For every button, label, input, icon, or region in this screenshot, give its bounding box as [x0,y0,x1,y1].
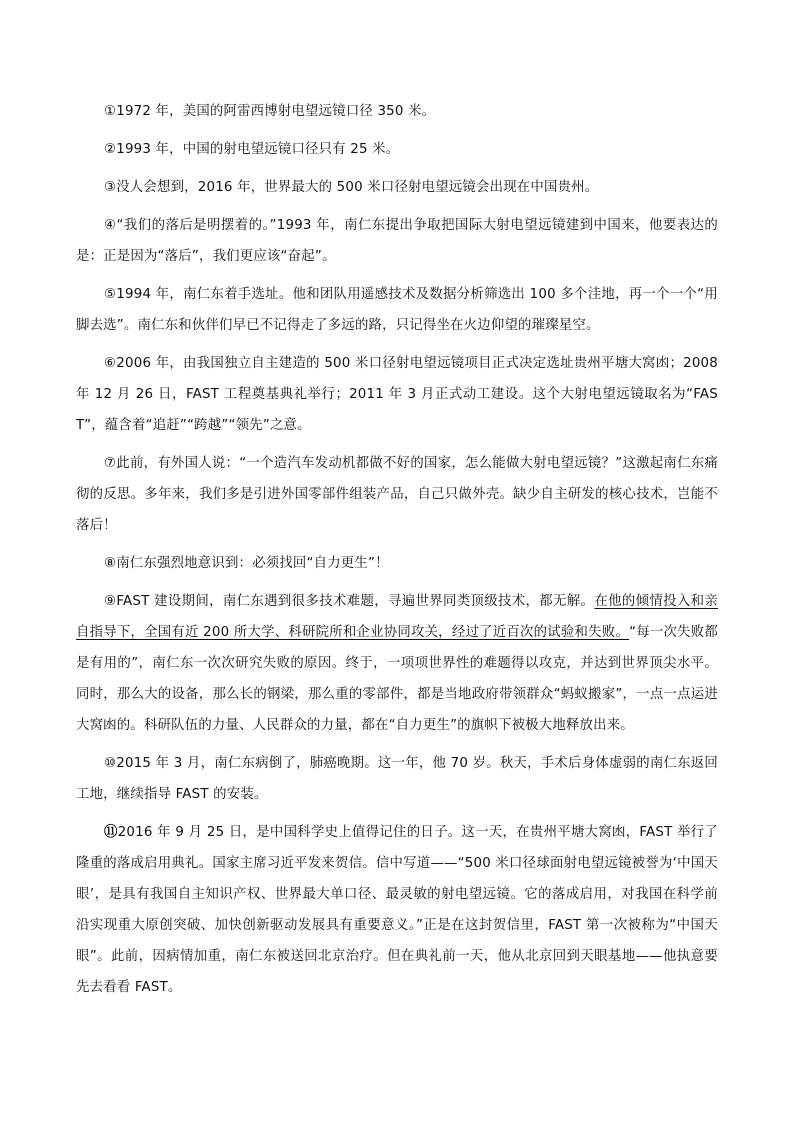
paragraph-text-continued: “每一次失败都是有用的”，南仁东一次次研究失败的原因。终于，一项项世界性的难题得以攻克，并达到世界顶尖水平。同时，那么大的设备，那么长的钢梁，那么重的零部件，都是当地政府带领群众“蚂蚁搬家”，一点一点运进大窝凼的。科研队伍的力量、人民群众的力量，都在“自力更生”的旗帜下被极大地释放出来。 [76,625,718,733]
paragraph-text: 1994 年，南仁东着手选址。他和团队用遥感技术及数据分析筛选出 100 多个洼地，再一个一个“用脚去选”。南仁东和伙伴们早已不记得走了多远的路，只记得坐在火边仰望的璀璨星空。 [76,287,718,333]
paragraph-number: ⑪ [104,825,118,840]
paragraph-number: ⑩ [104,756,117,771]
paragraph-3 [76,172,718,203]
paragraph-text: “我们的落后是明摆着的。”1993 年，南仁东提出争取把国际大射电望远镜建到中国来，他要表达的是：正是因为“落后”，我们更应该“奋起”。 [76,218,718,264]
paragraph-text: 2015 年 3 月，南仁东病倒了，肺癌晚期。这一年，他 70 岁。秋天，手术后身体虚弱的南仁东返回工地，继续指导 FAST 的安装。 [76,756,718,802]
paragraph-1 [76,96,718,127]
paragraph-text: 2006 年，由我国独立自主建造的 500 米口径射电望远镜项目正式决定选址贵州平塘大窝凼；2008 年 12 月 26 日，FAST 工程奠基典礼举行；2011 年 3 月正式动工建设。这个大射电望远镜取名为“FAST”，蕴含着“追赶”“跨越”“领先”之意。 [76,356,718,433]
paragraph-7 [76,448,718,541]
paragraph-9 [76,586,718,741]
paragraph-number: ⑦ [104,456,117,471]
underlined-sentence: 在他的倾情投入和亲自指导下，全国有近 200 所大学、科研院所和企业协同攻关，经过了近百次的试验和失败。 [76,594,718,640]
paragraph-text: 没人会想到，2016 年，世界最大的 500 米口径射电望远镜会出现在中国贵州。 [116,180,599,195]
paragraph-number: ② [104,142,117,157]
paragraph-number: ⑧ [104,556,117,571]
paragraph-text: 2016 年 9 月 25 日，是中国科学史上值得记住的日子。这一天，在贵州平塘大窝凼，FAST 举行了隆重的落成启用典礼。国家主席习近平发来贺信。信中写道——“500 米口径球面射电望远镜被誉为‘中国天眼’，是具有我国自主知识产权、世界最大单口径、最灵敏的射电望远镜。它的落成启用，对我国在科学前沿实现重大原创突破、加快创新驱动发展具有重要意义。”正是在这封贺信里，FAST 第一次被称为“中国天眼”。此前，因病情加重，南仁东被送回北京治疗。但在典礼前一天，他从北京回到天眼基地——他执意要先去看看 FAST。 [76,825,718,995]
paragraph-text: 南仁东强烈地意识到：必须找回“自力更生”！ [116,556,389,571]
paragraph-number: ⑤ [104,287,117,302]
paragraph-number: ⑨ [104,594,117,609]
paragraph-8 [76,548,718,579]
paragraph-number: ⑥ [104,356,117,371]
document-body [76,96,718,1010]
paragraph-text: 1993 年，中国的射电望远镜口径只有 25 米。 [116,142,400,157]
paragraph-4 [76,210,718,272]
paragraph-number: ④ [104,218,117,233]
paragraph-11 [76,817,718,1003]
paragraph-6 [76,348,718,441]
paragraph-number: ① [104,104,117,119]
paragraph-text: 此前，有外国人说：“一个造汽车发动机都做不好的国家，怎么能做大射电望远镜？”这激起南仁东痛彻的反思。多年来，我们多是引进外国零部件组装产品，自己只做外壳。缺少自主研发的核心技术，岂能不落后！ [76,456,718,533]
paragraph-10 [76,748,718,810]
paragraph-5 [76,279,718,341]
paragraph-text: 1972 年，美国的阿雷西博射电望远镜口径 350 米。 [116,104,436,119]
paragraph-number: ③ [104,180,117,195]
paragraph-2 [76,134,718,165]
paragraph-text: FAST 建设期间，南仁东遇到很多技术难题，寻遍世界同类顶级技术，都无解。 [116,594,595,609]
